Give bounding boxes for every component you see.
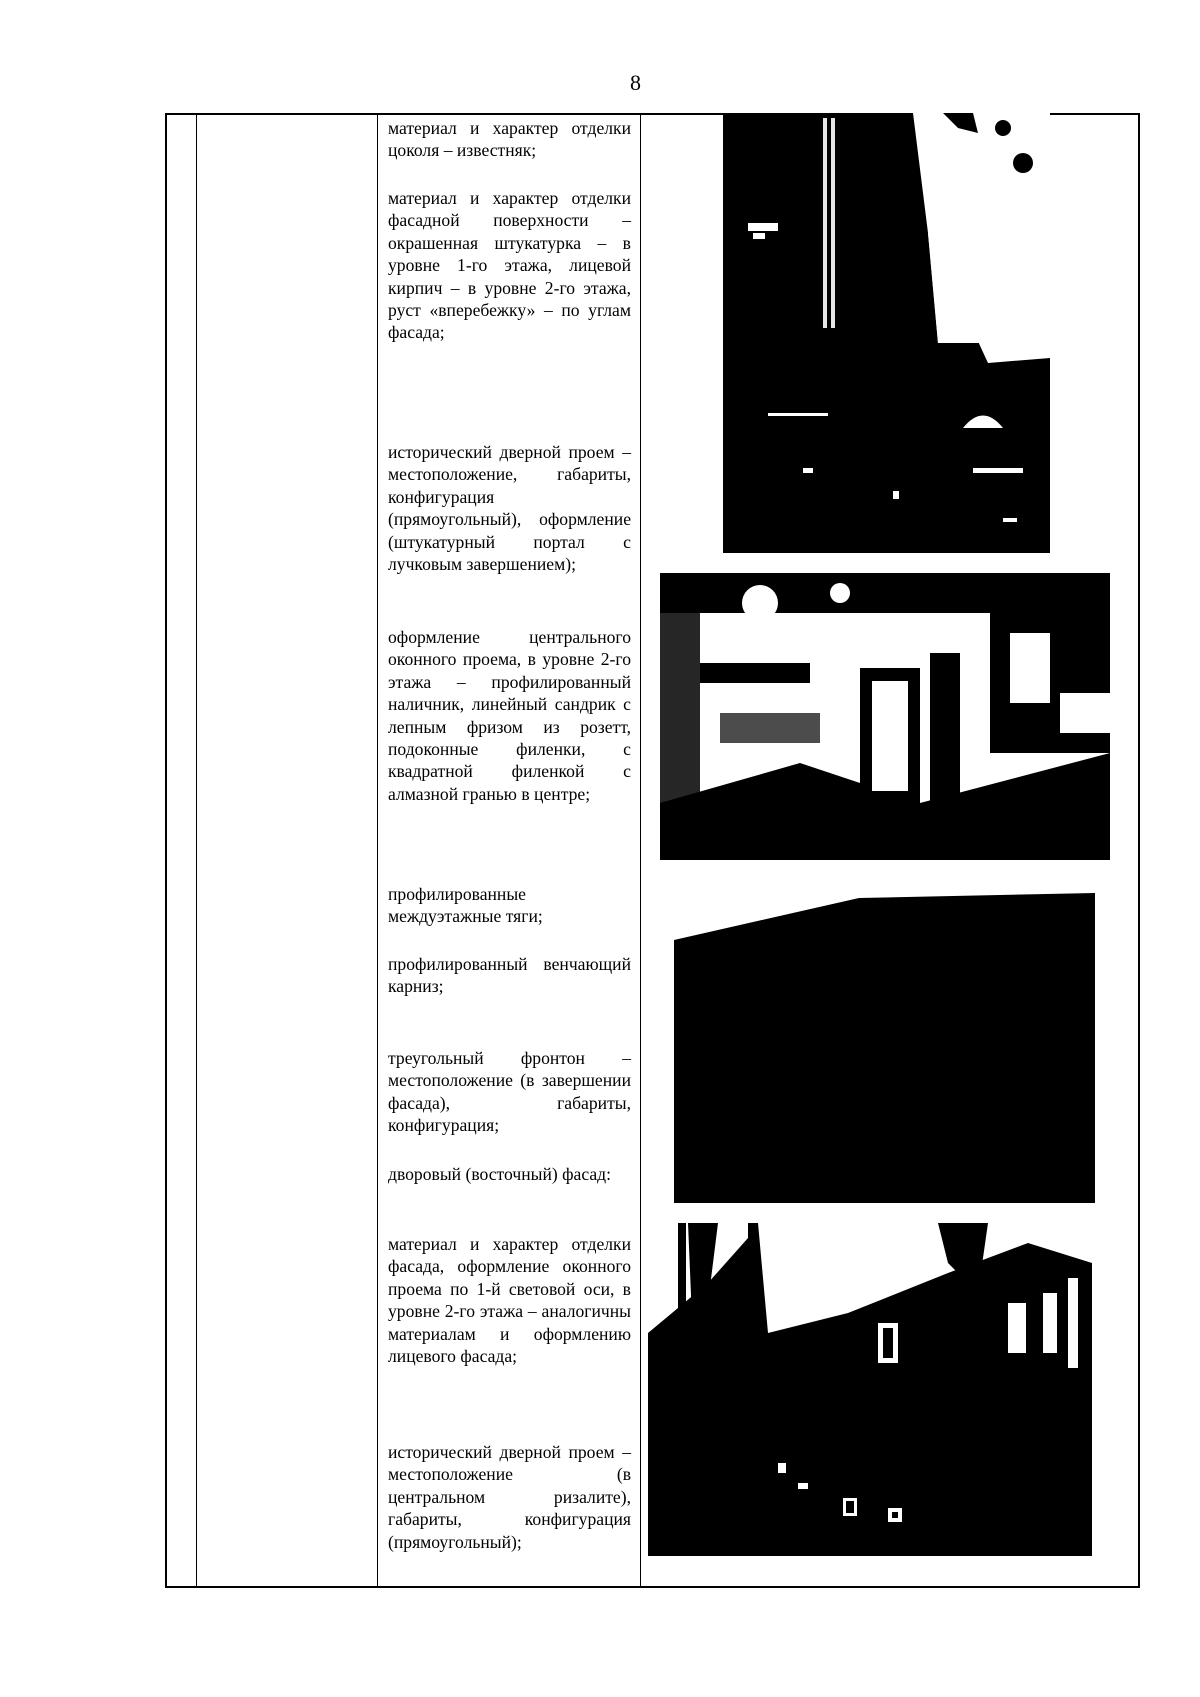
paragraph-courtyard-finish: материал и характер отделки фасада, оформление оконного проема по 1-й световой оси, в уровне 2-го этажа – аналогичны материалам и оформлению лицевого фасада; [388, 1234, 631, 1367]
paragraph-door-opening: исторический дверной проем – местоположение, габариты, конфигурация (прямоугольный), оформление (штукатурный портал с лучковым завершением); [388, 442, 631, 575]
paragraph-crowning-cornice: профилированный венчающий карниз; [388, 954, 631, 997]
photo-dark-facade [674, 893, 1095, 1203]
paragraph-cornice-bands: профилированные междуэтажные тяги; [388, 884, 543, 927]
page-number: 8 [630, 70, 641, 95]
paragraph-pediment: треугольный фронтон – местоположение (в завершении фасада), габариты, конфигурация; [388, 1048, 631, 1136]
photo-courtyard-facade [648, 1223, 1092, 1556]
paragraph-courtyard-heading: дворовый (восточный) фасад: [388, 1164, 611, 1184]
paragraph-courtyard-door: исторический дверной проем – местоположение (в центральном ризалите), габариты, конфигурация (прямоугольный); [388, 1442, 631, 1552]
column-divider [196, 115, 197, 1586]
paragraph-plinth: материал и характер отделки цоколя – известняк; [388, 118, 631, 161]
paragraph-facade-surface: материал и характер отделки фасадной поверхности – окрашенная штукатурка – в уровне 1-го этажа, лицевой кирпич – в уровне 2-го этажа, руст «вперебежку» – по углам фасада; [388, 188, 631, 343]
photo-facade-entrance [723, 113, 1050, 553]
column-divider [377, 115, 378, 1586]
paragraph-central-window: оформление центрального оконного проема, в уровне 2-го этажа – профилированный наличник, линейный сандрик с лепным фризом из розетт, подоконные филенки, с квадратной филенкой с алмазной гранью в центре; [388, 627, 631, 804]
photo-central-window [660, 573, 1110, 860]
column-divider [640, 115, 641, 1586]
